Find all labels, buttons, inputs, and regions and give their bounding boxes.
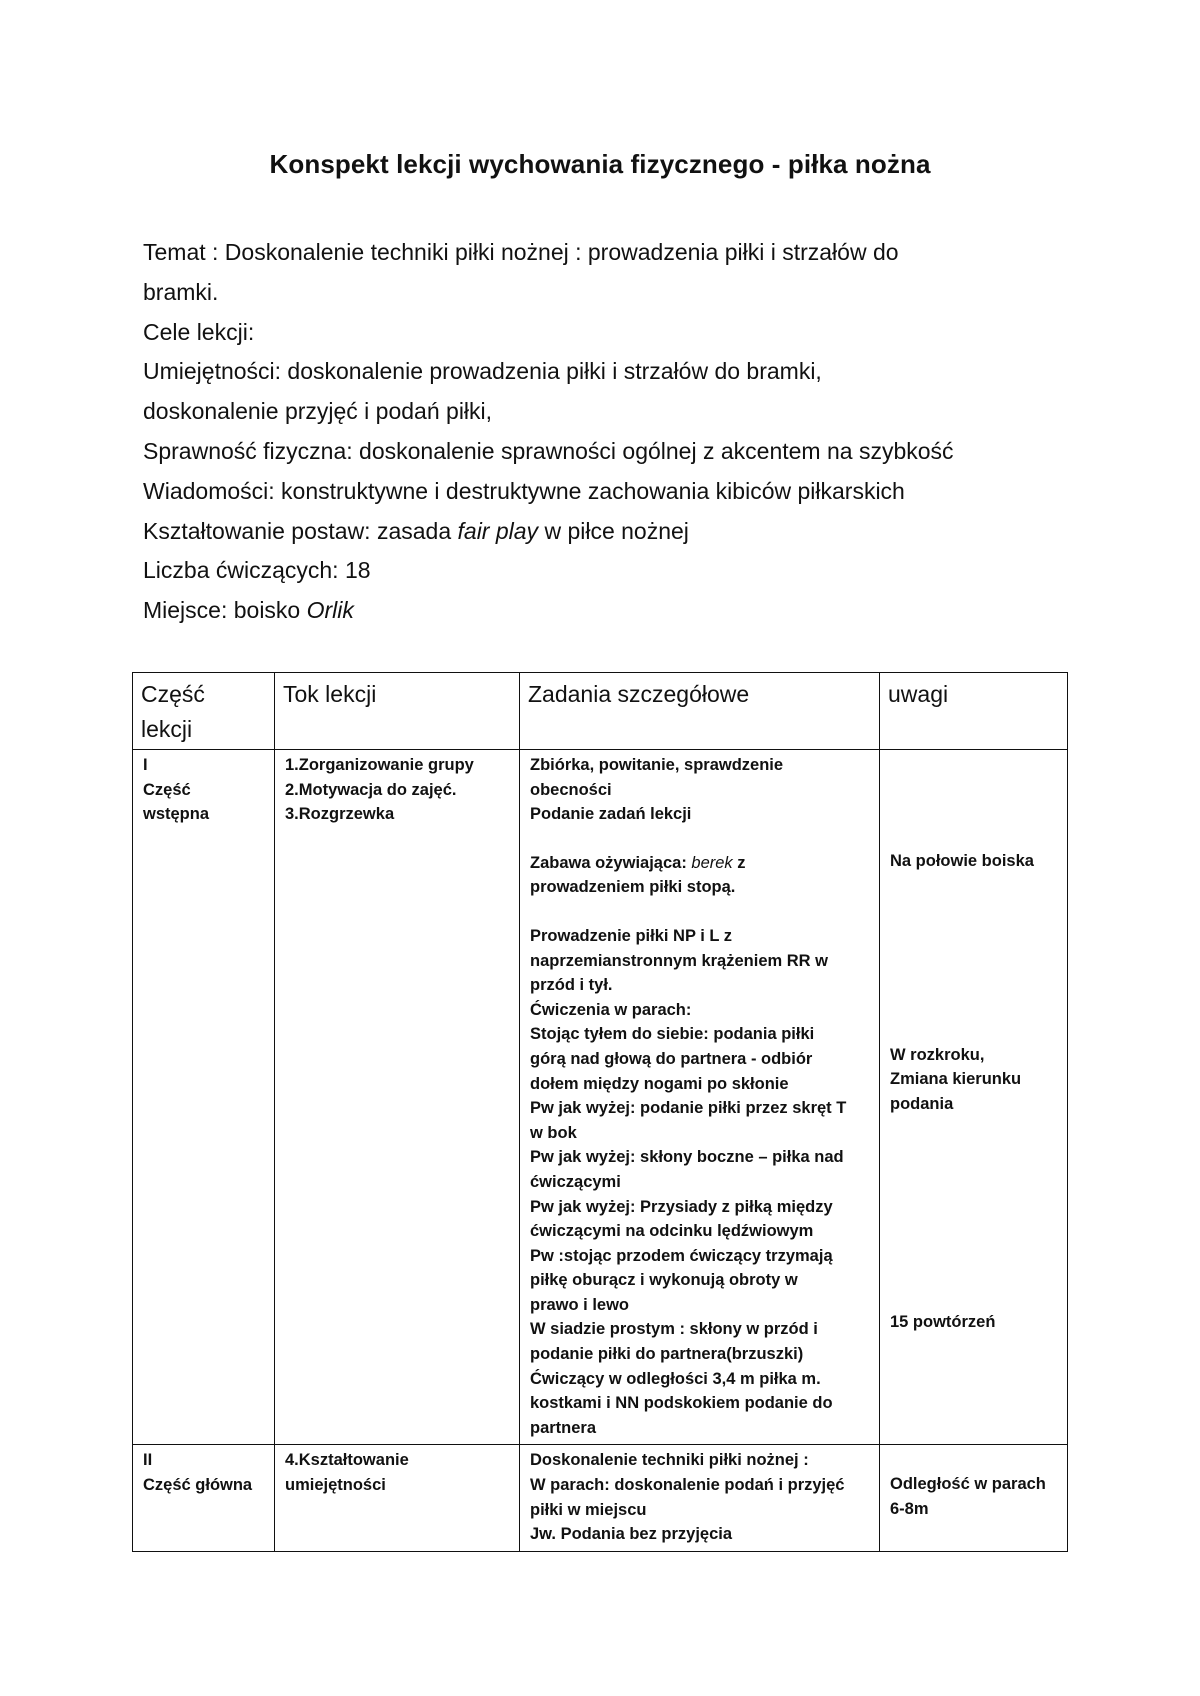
row1-tasks-cell: Zbiórka, powitanie, sprawdzenie obecności Podanie zadań lekcji Zabawa ożywiająca: berek z prowadzeniem piłki stopą. Prowadzenie piłki NP i L z naprzemianstronnym krążeniem RR w przód i tył. Ćwiczenia w parach: Stojąc tyłem do siebie: podania piłki górą nad głową do partnera - odbiór dołem między nogami po skłonie Pw jak wyżej: podanie piłki przez skręt T w bok Pw jak wyżej: skłony boczne – piłka nad ćwiczącymi Pw jak wyżej: Przysiady z piłką między ćwiczącymi na odcinku lędźwiowym Pw :stojąc przodem ćwiczący trzymają piłkę oburącz i wykonują obroty w prawo i lewo W siadzie prostym : skłony w przód i podanie piłki do partnera(brzuszki) Ćwiczący w odległości 3,4 m piłka m. kostkami i NN podskokiem podanie do partnera: [520, 750, 880, 1445]
row1-part-cell: I Część wstępna: [133, 750, 275, 1445]
table-header-row: [133, 673, 1068, 750]
header-tasks: Zadania szczegółowe: [520, 673, 880, 750]
fitness-line: Sprawność fizyczna: doskonalenie sprawności ogólnej z akcentem na szybkość: [143, 437, 954, 464]
row2-tasks-cell: Doskonalenie techniki piłki nożnej : W parach: doskonalenie podań i przyjęć piłki w miejscu Jw. Podania bez przyjęcia: [520, 1445, 880, 1551]
knowledge-line: Wiadomości: konstruktywne i destruktywne zachowania kibiców piłkarskich: [143, 477, 905, 504]
skills-line-1: Umiejętności: doskonalenie prowadzenia piłki i strzałów do bramki,: [143, 358, 822, 385]
header-course: Tok lekcji: [275, 673, 520, 750]
place-line: [143, 591, 1073, 631]
participants-line: Liczba ćwiczących: 18: [143, 557, 371, 584]
attitudes-line: [143, 512, 1073, 552]
attitudes-prefix: Kształtowanie postaw: zasada: [143, 517, 458, 544]
document-title: Konspekt lekcji wychowania fizycznego - piłka nożna: [269, 149, 931, 179]
header-notes: uwagi: [880, 673, 1068, 750]
lesson-plan-table: [132, 672, 1068, 1552]
place-orlik: Orlik: [306, 597, 354, 624]
row1-notes-cell: Na połowie boiska W rozkroku, Zmiana kierunku podania 15 powtórzeń: [880, 750, 1068, 1445]
topic-line-2: bramki.: [143, 278, 219, 305]
place-prefix: Miejsce: boisko: [143, 597, 307, 624]
topic-line-1: Temat : Doskonalenie techniki piłki nożnej : prowadzenia piłki i strzałów do: [143, 239, 899, 265]
header-part: Część lekcji: [133, 673, 275, 750]
row2-notes-cell: Odległość w parach 6-8m: [880, 1445, 1068, 1551]
table-row: [133, 750, 1068, 1445]
skills-line-2: doskonalenie przyjęć i podań piłki,: [143, 398, 493, 425]
row1-course-cell: 1.Zorganizowanie grupy 2.Motywacja do zajęć. 3.Rozgrzewka: [275, 750, 520, 1445]
goals-heading: Cele lekcji:: [143, 318, 255, 345]
attitudes-suffix: w piłce nożnej: [538, 517, 689, 544]
table-row: [133, 1445, 1068, 1551]
attitudes-fair-play: fair play: [457, 517, 539, 544]
lesson-metadata: [143, 233, 1073, 631]
row2-course-cell: 4.Kształtowanie umiejętności: [275, 1445, 520, 1551]
row2-part-cell: II Część główna: [133, 1445, 275, 1551]
